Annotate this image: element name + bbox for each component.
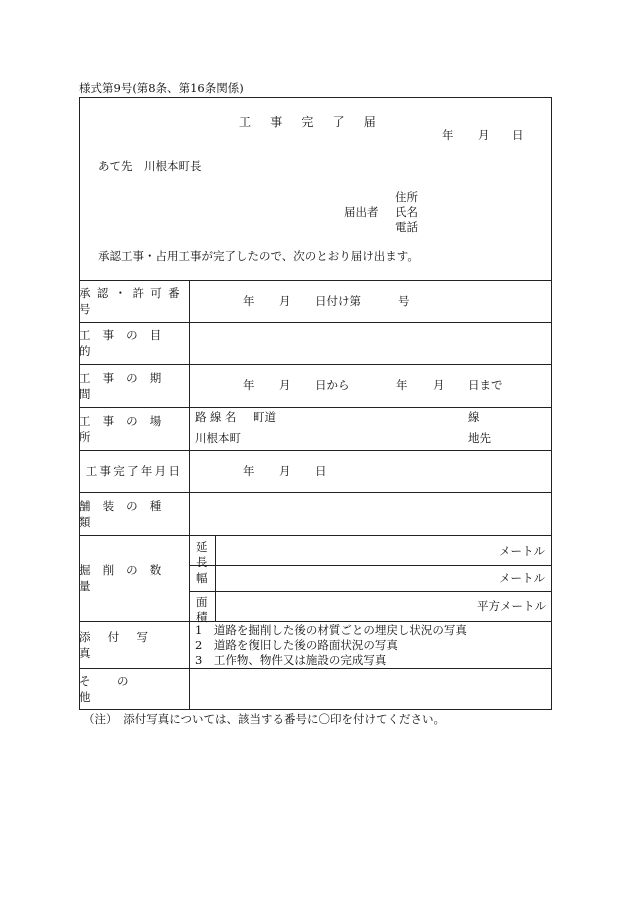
period-to-day: 日まで xyxy=(468,378,503,392)
excavation-width-label: 幅 xyxy=(196,571,208,585)
footnote: （注） 添付写真については、該当する番号に〇印を付けてください。 xyxy=(83,712,446,726)
photo-item: 3 工作物、物件又は施設の完成写真 xyxy=(195,653,387,667)
excavation-area-unit: 平方メートル xyxy=(477,599,546,613)
period-from-year: 年 xyxy=(243,378,255,392)
permit-number-label: 承認・許可番号 xyxy=(79,286,186,316)
form-title: 工 事 完 了 届 xyxy=(239,115,380,129)
photo-item: 1 道路を掘削した後の材質ごとの埋戻し状況の写真 xyxy=(195,623,467,637)
location-label: 工事の場所 xyxy=(79,413,174,444)
permit-date-suffix: 日付け第 xyxy=(315,294,361,308)
route-prefix: 路線名 xyxy=(195,410,240,424)
form-number: 様式第9号(第8条、第16条関係) xyxy=(79,81,244,95)
excavation-length-unit: メートル xyxy=(499,544,545,558)
period-from-month: 月 xyxy=(279,378,291,392)
date-year: 年 xyxy=(442,128,454,142)
completion-year: 年 xyxy=(243,464,255,478)
period-to-month: 月 xyxy=(433,378,445,392)
pavement-label: 舗装の種類 xyxy=(79,498,174,529)
applicant-role-label: 届出者 xyxy=(344,205,379,219)
statement: 承認工事・占用工事が完了したので、次のとおり届け出ます。 xyxy=(98,249,419,263)
other-label: その他 xyxy=(79,674,155,704)
excavation-label: 掘削の数量 xyxy=(79,563,174,593)
completion-date-label: 工事完了年月日 xyxy=(85,464,183,478)
date-day: 日 xyxy=(512,128,524,142)
route-suffix: 線 xyxy=(468,410,480,424)
period-label: 工事の期間 xyxy=(79,370,174,401)
addressee: あて先 川根本町長 xyxy=(98,159,202,173)
purpose-label: 工事の目的 xyxy=(79,328,174,358)
completion-month: 月 xyxy=(279,464,291,478)
permit-month: 月 xyxy=(279,294,291,308)
completion-day: 日 xyxy=(315,464,327,478)
excavation-length-label: 延長 xyxy=(196,540,208,569)
route-type: 町道 xyxy=(253,410,276,424)
applicant-phone-label: 電話 xyxy=(395,220,418,234)
excavation-width-unit: メートル xyxy=(499,571,545,585)
photo-item: 2 道路を復旧した後の路面状況の写真 xyxy=(195,638,398,652)
applicant-name-label: 氏名 xyxy=(395,205,418,219)
date-month: 月 xyxy=(478,128,490,142)
permit-year: 年 xyxy=(243,294,255,308)
excavation-area-label: 面積 xyxy=(196,595,208,624)
period-from-day: 日から xyxy=(315,378,350,392)
period-to-year: 年 xyxy=(396,378,408,392)
permit-number-suffix: 号 xyxy=(398,294,410,308)
location-town: 川根本町 xyxy=(195,431,241,445)
photos-label: 添付写真 xyxy=(79,629,166,660)
applicant-address-label: 住所 xyxy=(395,190,418,204)
place-suffix: 地先 xyxy=(468,431,491,445)
